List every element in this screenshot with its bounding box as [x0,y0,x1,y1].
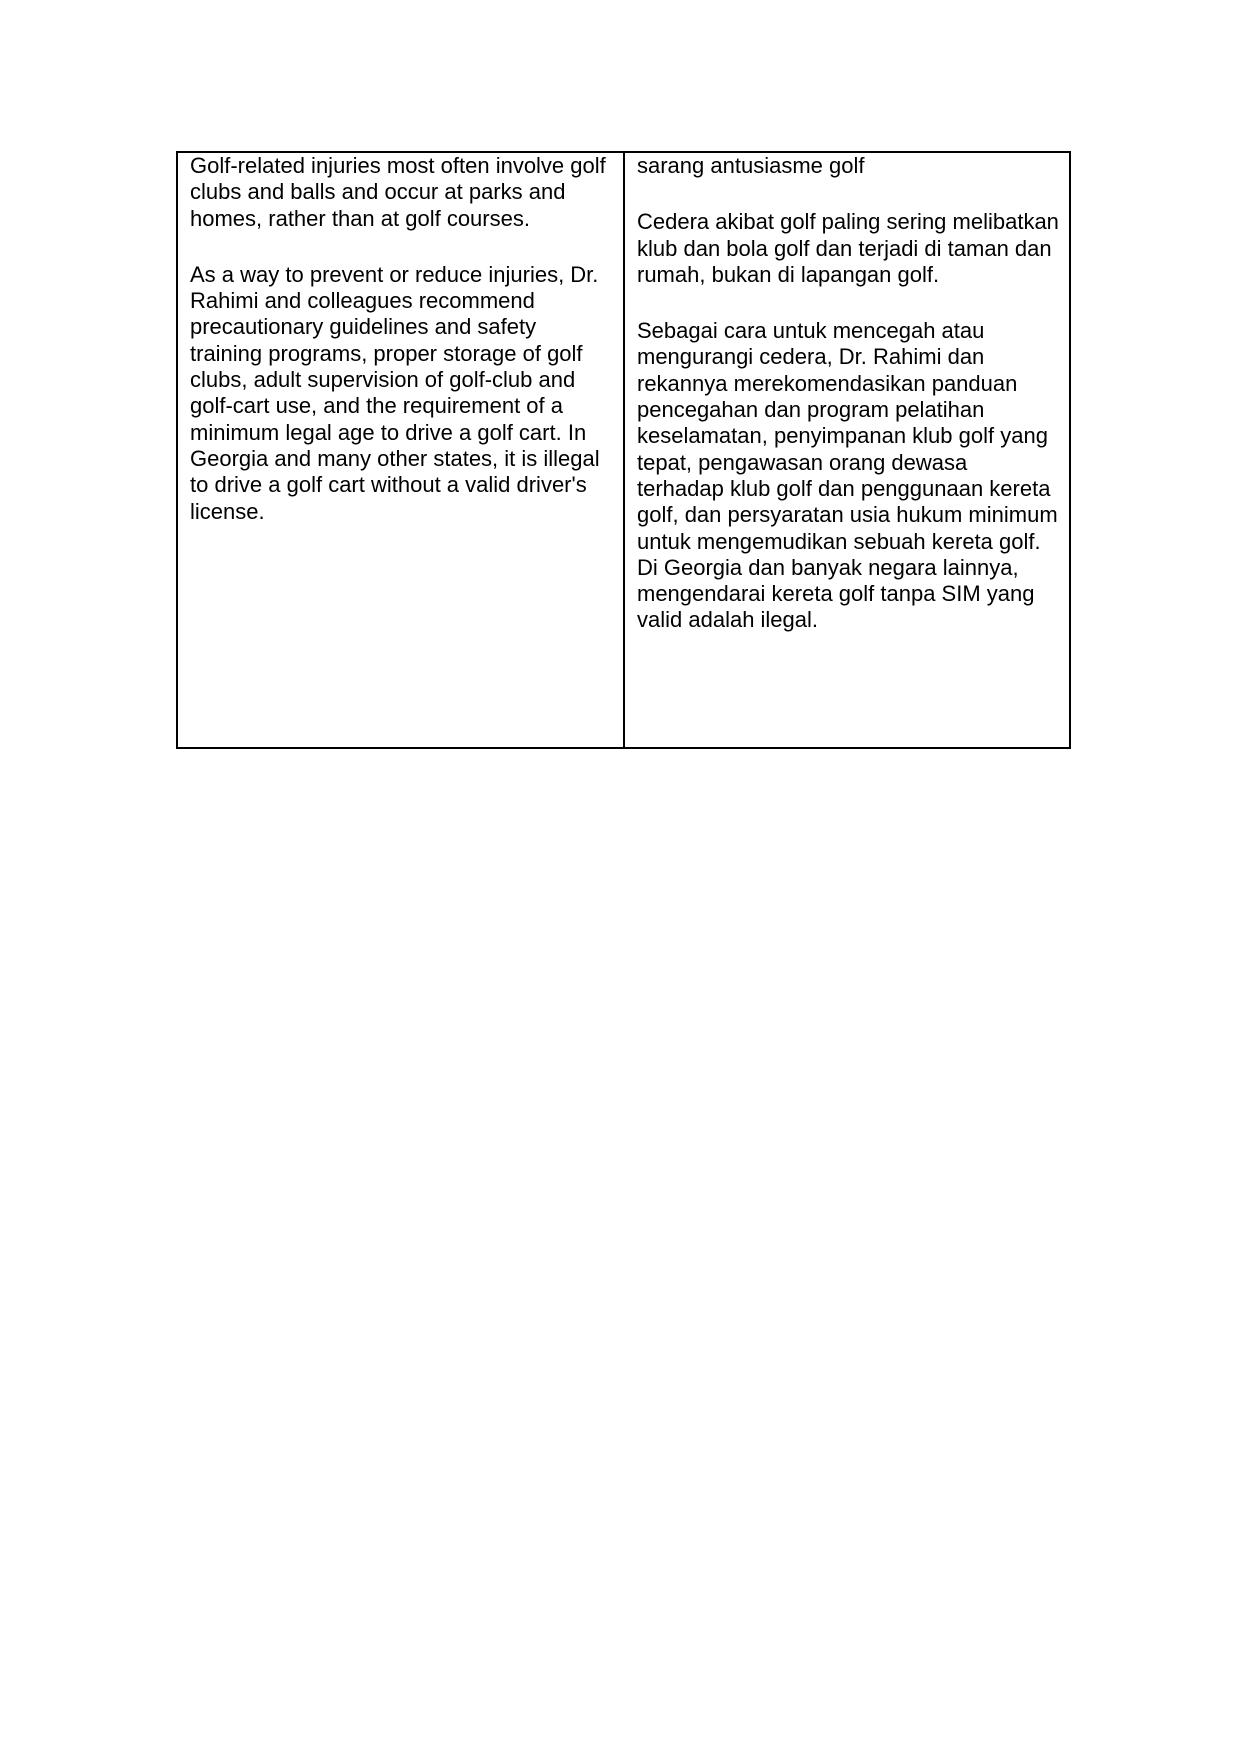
english-paragraph-1: Golf-related injuries most often involve golf clubs and balls and occur at parks and homes, rather than at golf courses. [190,153,606,231]
indonesian-paragraph-2: Cedera akibat golf paling sering melibatkan klub dan bola golf dan terjadi di taman dan rumah, bukan di lapangan golf. [637,209,1059,287]
indonesian-paragraph-3: Sebagai cara untuk mencegah atau mengurangi cedera, Dr. Rahimi dan rekannya merekomendasikan panduan pencegahan dan program pelatihan keselamatan, penyimpanan klub golf yang tepat, pengawasan orang dewasa terhadap klub golf dan penggunaan kereta golf, dan persyaratan usia hukum minimum untuk mengemudikan sebuah kereta golf. Di Georgia dan banyak negara lainnya, mengendarai kereta golf tanpa SIM yang valid adalah ilegal. [637,318,1058,633]
indonesian-paragraph-1: sarang antusiasme golf [637,153,865,178]
english-column [178,153,625,747]
translation-table [176,151,1071,749]
indonesian-column [625,153,1069,747]
english-paragraph-2: As a way to prevent or reduce injuries, Dr. Rahimi and colleagues recommend precautionary guidelines and safety training programs, proper storage of golf clubs, adult supervision of golf-club and golf-cart use, and the requirement of a minimum legal age to drive a golf cart. In Georgia and many other states, it is illegal to drive a golf cart without a valid driver's license. [190,261,600,524]
